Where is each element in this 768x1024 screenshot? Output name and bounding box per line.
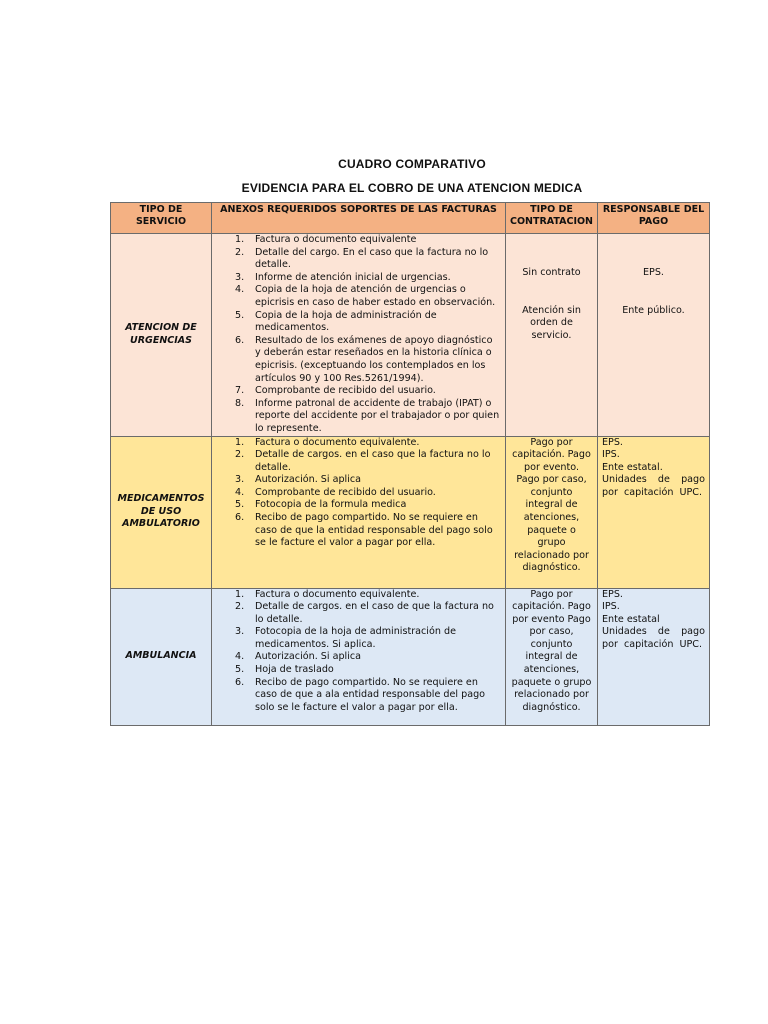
service-cell: ATENCION DE URGENCIAS — [111, 234, 212, 437]
list-item-text: Factura o documento equivalente — [255, 234, 417, 245]
list-item-text: Informe de atención inicial de urgencias. — [255, 271, 451, 283]
contract-cell — [506, 234, 598, 437]
document-title: CUADRO COMPARATIVO — [338, 157, 486, 171]
list-item: 7. Comprobante de recibido del usuario. — [235, 385, 436, 397]
header-service-type: TIPO DE SERVICIO — [111, 203, 212, 234]
payer-cell — [598, 234, 710, 437]
list-item-text: Copia de la hoja de atención de urgencias o epicrisis en caso de haber estado en observación. — [255, 284, 496, 308]
list-item-text: Detalle de cargos. en el caso de que la factura no lo detalle. — [255, 601, 494, 625]
list-item-text: Autorización. Si aplica — [255, 474, 362, 486]
list-item: 2. Detalle del cargo. En el caso que la factura no lo detalle. — [235, 246, 489, 271]
list-item-text: Informe patronal de accidente de trabajo (IPAT) o reporte del accidente por el trabajador o por quien lo represente. — [255, 397, 500, 434]
payer-line: Ente estatal — [602, 613, 660, 625]
list-item-text: Copia de la hoja de administración de medicamentos. — [255, 309, 437, 334]
list-item-text: Detalle de cargos. en el caso que la factura no lo detalle. — [255, 449, 491, 473]
payer-line: EPS. — [602, 588, 623, 600]
header-annexes: ANEXOS REQUERIDOS SOPORTES DE LAS FACTURAS — [212, 203, 506, 234]
annexes-cell — [212, 588, 506, 725]
contract-text: Pago por capitación. Pago por evento Pago por caso, conjunto integral de atenciones, paquete o grupo relacionado por diagnóstico. — [511, 588, 592, 713]
list-item: 6. Resultado de los exámenes de apoyo diagnóstico y deberán estar reseñados en la historia clínica o epicrisis. (exceptuando los contemplados en los artículos 90 y 100 Res.5261/1994). — [235, 334, 493, 384]
service-cell: MEDICAMENTOS DE USO AMBULATORIO — [111, 436, 212, 588]
list-item: 8. Informe patronal de accidente de trabajo (IPAT) o reporte del accidente por el trabajador o por quien lo represente. — [235, 397, 500, 434]
list-item: 1. Factura o documento equivalente. — [235, 436, 420, 448]
list-item-text: Fotocopia de la formula medica — [255, 499, 407, 511]
list-item: 6. Recibo de pago compartido. No se requiere en caso de que la entidad responsable del pago solo se le facture el valor a pagar por ella. — [235, 512, 493, 549]
list-item: 3. Informe de atención inicial de urgencias. — [235, 271, 451, 283]
payer-line: EPS. — [602, 436, 623, 448]
table-row — [111, 234, 710, 437]
payer-line: IPS. — [602, 601, 620, 613]
header-contract-type: TIPO DE CONTRATACION — [506, 203, 598, 234]
list-item: 3. Fotocopia de la hoja de administración de medicamentos. Si aplica. — [235, 626, 456, 650]
payer-line: IPS. — [602, 449, 620, 461]
contract-cell — [506, 436, 598, 588]
list-item-text: Hoja de traslado — [255, 664, 334, 676]
list-item: 1. Factura o documento equivalente — [235, 234, 417, 245]
payer-cell — [598, 436, 710, 588]
contract-line: Atención sin orden de servicio. — [522, 304, 581, 341]
list-item: 6. Recibo de pago compartido. No se requiere en caso de que a ala entidad responsable del pago solo se le facture el valor a pagar por ella. — [235, 676, 486, 713]
table-row — [111, 436, 710, 588]
list-item: 4. Copia de la hoja de atención de urgencias o epicrisis en caso de haber estado en observación. — [235, 284, 496, 308]
annexes-cell — [212, 436, 506, 588]
annexes-cell — [212, 234, 506, 437]
payer-line: Ente público. — [622, 304, 685, 316]
list-item: 5. Copia de la hoja de administración de medicamentos. — [235, 309, 437, 334]
list-item: 3. Autorización. Si aplica — [235, 474, 362, 486]
comparison-table — [110, 202, 710, 726]
list-item-text: Resultado de los exámenes de apoyo diagnóstico y deberán estar reseñados en la historia clínica o epicrisis. (exceptuando los contemplados en los artículos 90 y 100 Res.5261/1994). — [255, 334, 493, 384]
payer-line: Ente estatal. — [602, 461, 663, 473]
list-item-text: Recibo de pago compartido. No se requiere en caso de que a ala entidad responsable del pago solo se le facture el valor a pagar por ella. — [255, 676, 486, 713]
list-item: 1. Factura o documento equivalente. — [235, 588, 420, 600]
contract-text: Pago por capitación. Pago por evento. Pago por caso, conjunto integral de atenciones, paquete o grupo relacionado por diagnóstico. — [512, 436, 591, 574]
payer-cell — [598, 588, 710, 725]
table-row — [111, 588, 710, 725]
list-item-text: Comprobante de recibido del usuario. — [255, 486, 436, 498]
list-item: 4. Comprobante de recibido del usuario. — [235, 486, 436, 498]
list-item-text: Recibo de pago compartido. No se requiere en caso de que la entidad responsable del pago solo se le facture el valor a pagar por ella. — [255, 512, 493, 549]
list-item-text: Fotocopia de la hoja de administración de medicamentos. Si aplica. — [255, 626, 456, 650]
list-item-text: Detalle del cargo. En el caso que la factura no lo detalle. — [255, 246, 489, 271]
table-header-row — [111, 203, 710, 234]
payer-line: Unidades de pago por capitación UPC. — [602, 626, 705, 650]
payer-line: Unidades de pago por capitación UPC. — [602, 474, 705, 498]
list-item-text: Autorización. Si aplica — [255, 651, 362, 663]
list-item-text: Comprobante de recibido del usuario. — [255, 385, 436, 397]
document-subtitle: EVIDENCIA PARA EL COBRO DE UNA ATENCION MEDICA — [241, 181, 583, 195]
contract-cell — [506, 588, 598, 725]
list-item-text: Factura o documento equivalente. — [255, 588, 420, 600]
list-item: 2. Detalle de cargos. en el caso que la factura no lo detalle. — [235, 449, 491, 473]
list-item-text: Factura o documento equivalente. — [255, 436, 420, 448]
list-item: 4. Autorización. Si aplica — [235, 651, 362, 663]
contract-line: Sin contrato — [522, 267, 581, 278]
header-payer: RESPONSABLE DEL PAGO — [598, 203, 710, 234]
payer-line: EPS. — [643, 267, 664, 278]
list-item: 5. Fotocopia de la formula medica — [235, 499, 407, 511]
service-cell: AMBULANCIA — [111, 588, 212, 725]
list-item: 2. Detalle de cargos. en el caso de que la factura no lo detalle. — [235, 601, 494, 625]
list-item: 5. Hoja de traslado — [235, 664, 334, 676]
